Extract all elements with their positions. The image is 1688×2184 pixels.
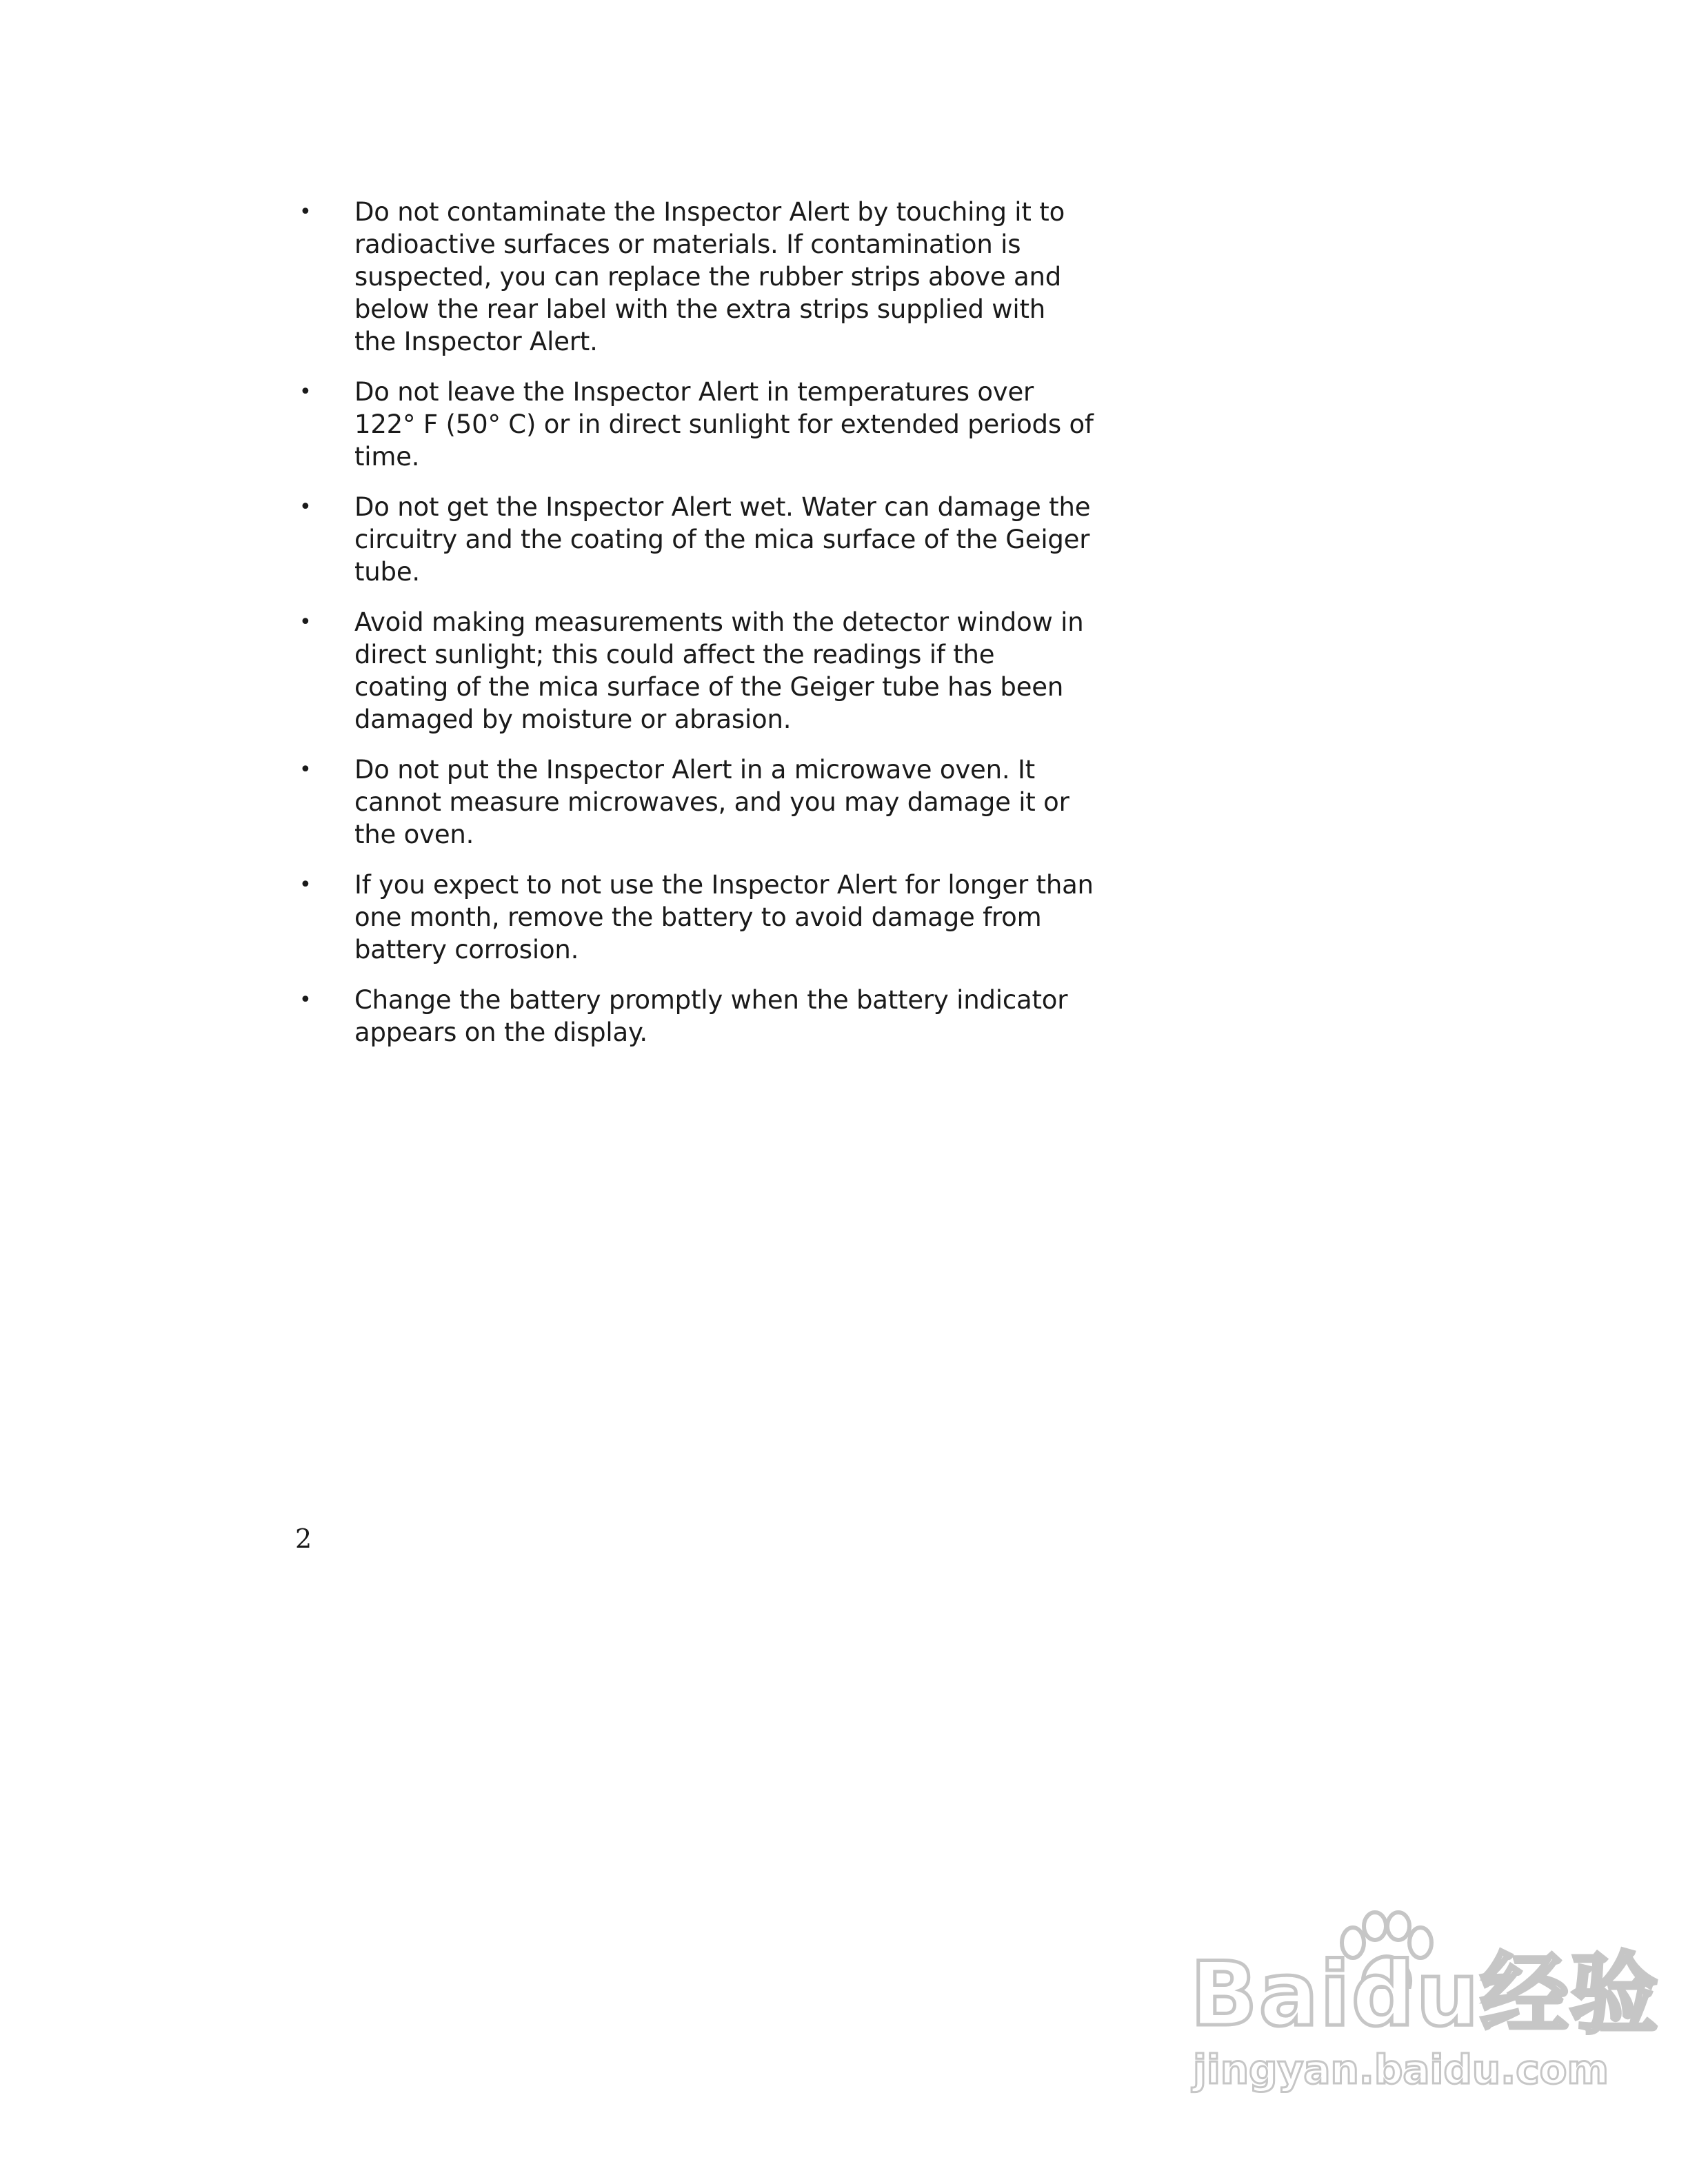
list-item-text: Do not get the Inspector Alert wet. Water can damage the circuitry and the coating of the mica surface of the Geiger tube.	[354, 492, 1091, 587]
list-item	[294, 869, 1094, 966]
list-item-text: Do not contaminate the Inspector Alert by touching it to radioactive surfaces or materials. If contamination is suspected, you can replace the rubber strips above and below the rear label with the extra strips supplied with the Inspector Alert.	[354, 197, 1065, 356]
bullet-icon: •	[299, 495, 312, 519]
list-item	[294, 376, 1094, 473]
list-item-text: Do not leave the Inspector Alert in temperatures over 122° F (50° C) or in direct sunlight for extended periods of time.	[354, 377, 1094, 472]
bullet-icon: •	[299, 988, 312, 1012]
baidu-watermark	[1180, 1910, 1660, 2093]
list-item	[294, 196, 1094, 358]
bullet-icon: •	[299, 200, 312, 224]
list-item	[294, 491, 1094, 588]
bullet-icon: •	[299, 873, 312, 897]
bullet-icon: •	[299, 610, 312, 634]
list-item-text: If you expect to not use the Inspector Alert for longer than one month, remove the battery to avoid damage from battery corrosion.	[354, 870, 1094, 964]
bullet-icon: •	[299, 380, 312, 404]
watermark-url: jingyan.baidu.com	[1193, 2046, 1609, 2093]
caution-list	[294, 196, 1094, 1066]
page-number: 2	[295, 1524, 312, 1554]
list-item-text: Change the battery promptly when the battery indicator appears on the display.	[354, 985, 1068, 1047]
list-item-text: Avoid making measurements with the detector window in direct sunlight; this could affect the readings if the coating of the mica surface of the Geiger tube has been damaged by moisture or abrasion.	[354, 607, 1084, 734]
watermark-brand: Baidu经验	[1190, 1943, 1660, 2046]
bullet-icon: •	[299, 758, 312, 782]
list-item	[294, 984, 1094, 1049]
list-item-text: Do not put the Inspector Alert in a microwave oven. It cannot measure microwaves, and you may damage it or the oven.	[354, 755, 1069, 849]
list-item	[294, 606, 1094, 736]
list-item	[294, 754, 1094, 851]
